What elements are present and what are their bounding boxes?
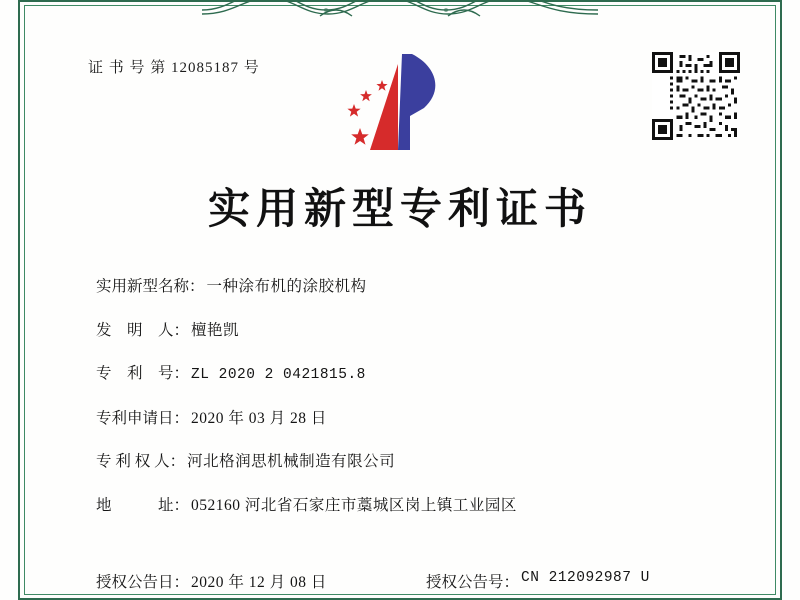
field-utility-model-name [96, 278, 730, 297]
qr-code-icon [652, 52, 740, 140]
field-label: 实用新型名称 [96, 278, 190, 295]
field-colon: ： [173, 321, 190, 339]
field-colon: ： [189, 278, 205, 295]
field-value: 檀艳凯 [191, 321, 240, 339]
field-label: 授权公告日 [96, 574, 174, 591]
field-value: 2020 年 12 月 08 日 [191, 574, 327, 591]
field-label: 专利申请日 [96, 409, 174, 427]
field-application-date [96, 410, 730, 429]
field-label: 授权公告号 [426, 574, 504, 591]
bottom-field-row [96, 570, 736, 592]
certificate-number-value: 第 12085187 号 [150, 60, 260, 76]
field-colon: ： [169, 453, 186, 471]
certificate-number-label: 证 书 号 [88, 60, 146, 76]
field-colon: ： [173, 365, 190, 383]
field-label: 专 利 号 [96, 365, 174, 383]
field-address [96, 497, 730, 516]
field-colon: ： [173, 496, 190, 514]
field-value: ZL 2020 2 0421815.8 [191, 367, 366, 384]
top-ornament-decoration [200, 0, 600, 20]
field-colon: ： [503, 574, 520, 591]
field-grant-announcement-date [96, 570, 426, 592]
field-label: 发 明 人 [96, 321, 174, 339]
field-colon: ： [173, 574, 190, 591]
field-patent-number [96, 365, 730, 384]
field-inventor [96, 322, 730, 341]
field-value: CN 212092987 U [521, 570, 650, 586]
field-grant-announcement-number [426, 570, 736, 592]
field-value: 河北格润思机械制造有限公司 [187, 453, 396, 471]
cnipa-emblem-icon [340, 50, 460, 160]
field-value: 一种涂布机的涂胶机构 [206, 278, 367, 295]
certificate-number [88, 56, 260, 77]
field-label: 专 利 权 人 [96, 453, 170, 471]
page-title: 实用新型专利证书 [207, 184, 592, 233]
field-list [96, 278, 730, 540]
field-patentee [96, 453, 730, 472]
field-value: 052160 河北省石家庄市藁城区岗上镇工业园区 [191, 496, 517, 514]
field-label: 地 址 [96, 496, 174, 514]
field-colon: ： [173, 409, 190, 427]
field-value: 2020 年 03 月 28 日 [191, 409, 327, 427]
